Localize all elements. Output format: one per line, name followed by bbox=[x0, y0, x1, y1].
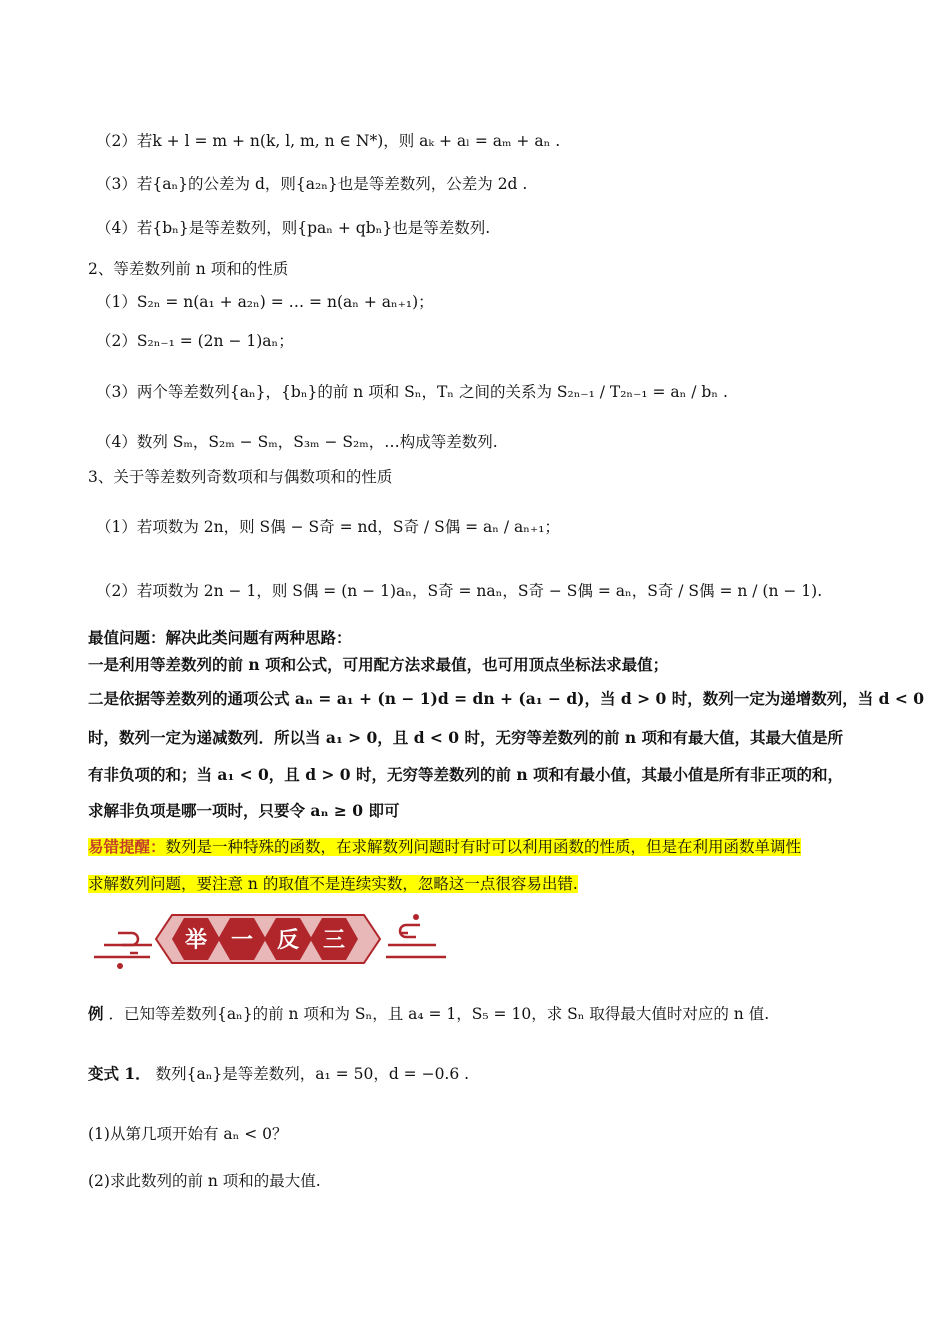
example bbox=[88, 1003, 878, 1025]
banner-right-dot bbox=[413, 914, 419, 920]
example-label: 例 bbox=[88, 1004, 104, 1023]
banner-char-3: 反 bbox=[276, 928, 300, 953]
section1-item2: （2）若k + l = m + n(k, l, m, n ∈ N*)，则 aₖ + aₗ = aₘ + aₙ . bbox=[96, 132, 561, 150]
warning-text1: 数列是一种特殊的函数，在求解数列问题时有时可以利用函数的性质，但是在利用函数单调性 bbox=[165, 838, 802, 856]
section2-item3: （3）两个等差数列{aₙ}，{bₙ}的前 n 项和 Sₙ，Tₙ 之间的关系为 S₂ₙ₋₁ / T₂ₙ₋₁ = aₙ / bₙ . bbox=[96, 383, 728, 401]
banner-right-swirl bbox=[386, 925, 446, 957]
example-text: ．已知等差数列{aₙ}的前 n 项和为 Sₙ，且 a₄ = 1，S₅ = 10，求 Sₙ 取得最大值时对应的 n 值. bbox=[108, 1005, 770, 1023]
extreme-title: 最值问题：解决此类问题有两种思路： bbox=[88, 628, 352, 647]
warning-text2: 求解数列问题，要注意 n 的取值不是连续实数，忽略这一点很容易出错. bbox=[88, 875, 578, 893]
section3-heading: 3、关于等差数列奇数项和与偶数项和的性质 bbox=[88, 468, 393, 486]
section2-heading: 2、等差数列前 n 项和的性质 bbox=[88, 260, 289, 278]
warning-line1 bbox=[88, 836, 878, 858]
banner-left-swirl bbox=[94, 933, 152, 957]
banner-char-4: 三 bbox=[322, 928, 346, 953]
section3-item2: （2）若项数为 2n − 1，则 S偶 = (n − 1)aₙ，S奇 = naₙ，S奇 − S偶 = aₙ，S奇 / S偶 = n / (n − 1). bbox=[96, 582, 823, 600]
banner-left-dot bbox=[117, 963, 123, 969]
extreme-p2-l1: 二是依据等差数列的通项公式 aₙ = a₁ + (n − 1)d = dn + (a₁ − d)，当 d > 0 时，数列一定为递增数列，当 d < 0 bbox=[88, 689, 924, 708]
variant bbox=[88, 1063, 878, 1085]
banner-juyifansan bbox=[90, 905, 450, 977]
variant-question-2: (2)求此数列的前 n 项和的最大值. bbox=[88, 1172, 321, 1190]
banner-char-2: 一 bbox=[230, 928, 254, 953]
variant-label: 变式 1． bbox=[88, 1064, 151, 1083]
banner-char-1: 举 bbox=[184, 928, 208, 953]
extreme-p2-l4: 求解非负项是哪一项时，只要令 aₙ ≥ 0 即可 bbox=[88, 801, 400, 820]
section2-item2: （2）S₂ₙ₋₁ = (2n − 1)aₙ； bbox=[96, 332, 294, 350]
section1-item4: （4）若{bₙ}是等差数列，则{paₙ + qbₙ}也是等差数列. bbox=[96, 219, 491, 237]
variant-text: 数列{aₙ}是等差数列，a₁ = 50，d = −0.6 . bbox=[155, 1065, 470, 1083]
section1-item3: （3）若{aₙ}的公差为 d，则{a₂ₙ}也是等差数列，公差为 2d . bbox=[96, 175, 528, 193]
variant-question-1: (1)从第几项开始有 aₙ < 0？ bbox=[88, 1125, 288, 1143]
section2-item1: （1）S₂ₙ = n(a₁ + a₂ₙ) = … = n(aₙ + aₙ₊₁)； bbox=[96, 293, 434, 311]
section2-item4: （4）数列 Sₘ，S₂ₘ − Sₘ，S₃ₘ − S₂ₘ，…构成等差数列. bbox=[96, 433, 498, 451]
extreme-p2-l3: 有非负项的和；当 a₁ < 0，且 d > 0 时，无穷等差数列的前 n 项和有最小值，其最小值是所有非正项的和， bbox=[88, 765, 844, 784]
section3-item1: （1）若项数为 2n，则 S偶 − S奇 = nd，S奇 / S偶 = aₙ / aₙ₊₁； bbox=[96, 518, 560, 536]
extreme-p2-l2: 时，数列一定为递减数列．所以当 a₁ > 0，且 d < 0 时，无穷等差数列的前 n 项和有最大值，其最大值是所 bbox=[88, 728, 844, 747]
warning-line2 bbox=[88, 873, 878, 895]
warning-label: 易错提醒： bbox=[88, 837, 166, 856]
extreme-p1: 一是利用等差数列的前 n 项和公式，可用配方法求最值，也可用顶点坐标法求最值； bbox=[88, 655, 669, 674]
